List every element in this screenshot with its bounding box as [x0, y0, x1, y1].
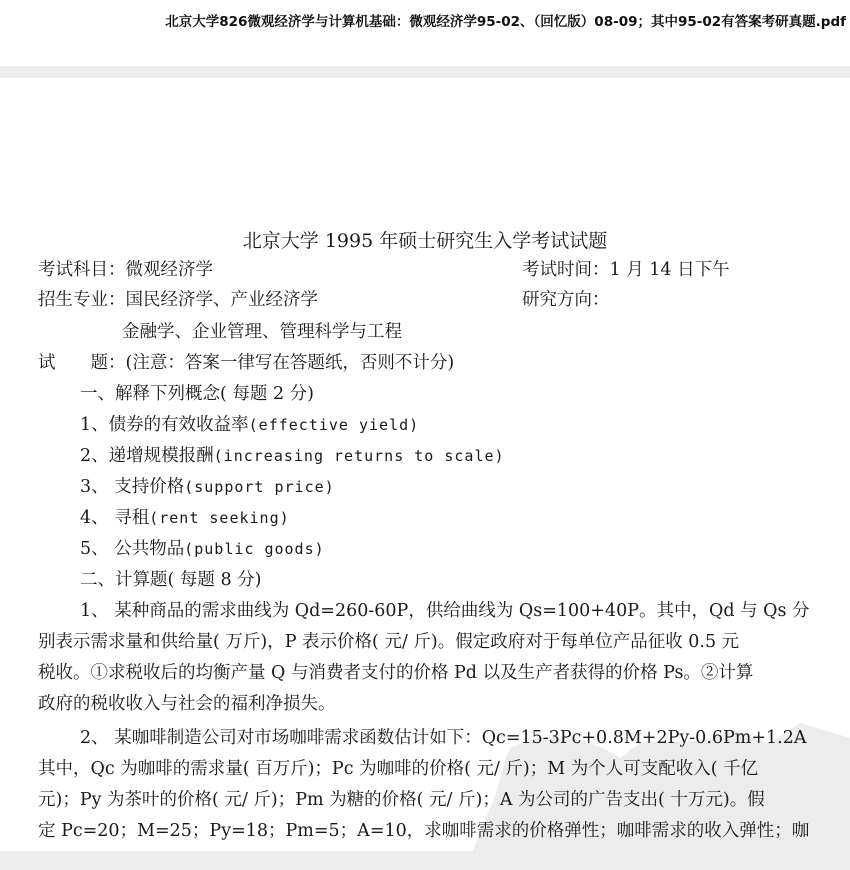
section2-title: 二、计算题( 每题 8 分): [80, 570, 262, 590]
exam-title: 北京大学 1995 年硕士研究生入学考试试题: [242, 230, 608, 252]
concept-english: (public goods): [184, 540, 325, 558]
question1-line: 1、 某种商品的需求曲线为 Qd=260-60P，供给曲线为 Qs=100+40P。其中，Qd 与 Qs 分: [80, 601, 810, 621]
concept-item: [80, 445, 505, 467]
concept-number: 5、: [80, 539, 109, 559]
question2-line: 元)；Py 为茶叶的价格( 元/ 斤)；Pm 为糖的价格( 元/ 斤)；A 为公司的广告支出( 十万元)。假: [38, 790, 765, 810]
exam-instructions: 试 题：(注意：答案一律写在答题纸，否则不计分): [38, 353, 455, 373]
exam-time: 考试时间：1 月 14 日下午: [522, 260, 730, 280]
question1-line: 别表示需求量和供给量( 万斤)，P 表示价格( 元/ 斤)。假定政府对于每单位产品征收 0.5 元: [38, 632, 740, 652]
concept-chinese: 债券的有效收益率: [108, 415, 249, 435]
file-title: 北京大学826微观经济学与计算机基础：微观经济学95-02、（回忆版）08-09；其中95-02有答案考研真题.pdf: [165, 14, 846, 30]
exam-subject: 考试科目：微观经济学: [38, 260, 213, 280]
concept-number: 2、: [80, 446, 109, 466]
viewer-header: [0, 0, 850, 66]
page-separator-bottom: [0, 851, 850, 870]
concept-number: 4、: [80, 508, 109, 528]
pdf-page: [0, 78, 850, 851]
concept-chinese: 支持价格: [108, 477, 185, 497]
concept-item: [80, 507, 290, 529]
concept-item: [80, 476, 335, 498]
page-separator-top: [0, 66, 850, 78]
concept-english: (support price): [184, 478, 335, 496]
question2-line: 其中，Qc 为咖啡的需求量( 百万斤)；Pc 为咖啡的价格( 元/ 斤)；M 为个人可支配收入( 千亿: [38, 759, 759, 779]
exam-major: 招生专业：国民经济学、产业经济学: [38, 290, 318, 310]
concept-chinese: 寻租: [108, 508, 150, 528]
question2-line: 定 Pc=20；M=25；Py=18；Pm=5；A=10，求咖啡需求的价格弹性；咖啡需求的收入弹性；咖: [38, 821, 810, 841]
question2-line: 2、 某咖啡制造公司对市场咖啡需求函数估计如下：Qc=15-3Pc+0.8M+2Py-0.6Pm+1.2A: [80, 728, 807, 748]
question1-line: 税收。①求税收后的均衡产量 Q 与消费者支付的价格 Pd 以及生产者获得的价格 Ps。②计算: [38, 663, 754, 683]
concept-english: (increasing returns to scale): [213, 447, 505, 465]
concept-chinese: 公共物品: [108, 539, 185, 559]
exam-major-continued: 金融学、企业管理、管理科学与工程: [122, 322, 402, 342]
concept-english: (rent seeking): [149, 509, 290, 527]
question1-line: 政府的税收收入与社会的福利净损失。: [38, 694, 336, 714]
research-direction: 研究方向：: [522, 290, 610, 310]
concept-item: [80, 414, 419, 436]
concept-number: 1、: [80, 415, 109, 435]
section1-title: 一、解释下列概念( 每题 2 分): [80, 384, 314, 404]
concept-item: [80, 538, 325, 560]
concept-number: 3、: [80, 477, 109, 497]
document-body: [0, 78, 850, 851]
concept-english: (effective yield): [248, 416, 420, 434]
concept-chinese: 递增规模报酬: [108, 446, 214, 466]
